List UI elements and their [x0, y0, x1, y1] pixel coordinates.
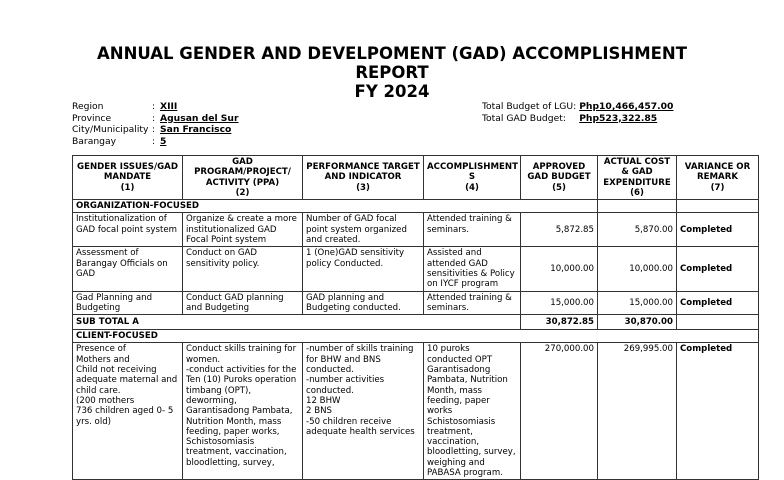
- accomplishment-table: [72, 155, 759, 480]
- city-value: San Francisco: [160, 124, 232, 135]
- lgu-budget-label: Total Budget of LGU:: [482, 101, 577, 112]
- cell-issue: Gad Planning and Budgeting: [73, 291, 183, 315]
- cell-actual: 10,000.00: [598, 247, 677, 291]
- cell-accomplishment: Attended training & seminars.: [424, 291, 521, 315]
- header-row: [73, 156, 759, 200]
- cell-accomplishment: Assisted and attended GAD sensitivities & Policy on IYCF program: [424, 247, 521, 291]
- cell-remark: Completed: [677, 343, 759, 480]
- header-approved-budget: APPROVED GAD BUDGET (5): [521, 156, 598, 200]
- barangay-value: 5: [160, 135, 167, 147]
- cell-ppa: Conduct on GAD sensitivity policy.: [183, 247, 303, 291]
- cell-accomplishment: Attended training & seminars.: [424, 213, 521, 247]
- cell-ppa: Conduct GAD planning and Budgeting: [183, 291, 303, 315]
- section-client-focused: CLIENT-FOCUSED: [73, 330, 759, 343]
- table-row: [73, 291, 759, 315]
- cell-actual: 15,000.00: [598, 291, 677, 315]
- location-info: Region : XIII Province : Agusan del Sur City/Municipality : San Francisco Barangay : 5: [72, 101, 239, 147]
- cell-budget: 15,000.00: [521, 291, 598, 315]
- table-row: [73, 247, 759, 291]
- section-organization-focused: ORGANIZATION-FOCUSED: [73, 200, 598, 213]
- section-row: [73, 330, 759, 343]
- cell-actual: 269,995.00: [598, 343, 677, 480]
- cell-accomplishment: 10 puroks conducted OPT Garantisadong Pambata, Nutrition Month, mass feeding, paper works Schistosomiasis treatment, vaccination, bloodletting, survey, weighing and PABASA program.: [424, 343, 521, 480]
- cell-remark: Completed: [677, 291, 759, 315]
- cell-issue: Assessment of Barangay Officials on GAD: [73, 247, 183, 291]
- header-performance-target: PERFORMANCE TARGET AND INDICATOR (3): [303, 156, 424, 200]
- table-row: [73, 343, 759, 480]
- title-line-2: REPORT: [355, 63, 429, 82]
- header-actual-cost: ACTUAL COST & GAD EXPENDITURE (6): [598, 156, 677, 200]
- cell-target: Number of GAD focal point system organized and created.: [303, 213, 424, 247]
- cell-remark: Completed: [677, 247, 759, 291]
- header-gender-issues: GENDER ISSUES/GAD MANDATE (1): [73, 156, 183, 200]
- cell-target: -number of skills training for BHW and BNS conducted. -number activities conducted. 12 BHW 2 BNS -50 children receive adequate health services: [303, 343, 424, 480]
- title-line-3: FY 2024: [354, 82, 430, 101]
- header-accomplishments: ACCOMPLISHMENT S (4): [424, 156, 521, 200]
- region-label: Region: [72, 101, 104, 112]
- header-variance: VARIANCE OR REMARK (7): [677, 156, 759, 200]
- province-label: Province: [72, 112, 112, 124]
- subtotal-label: SUB TOTAL A: [73, 315, 521, 330]
- cell-actual: 5,870.00: [598, 213, 677, 247]
- cell-target: 1 (One)GAD sensitivity policy Conducted.: [303, 247, 424, 291]
- cell-budget: 270,000.00: [521, 343, 598, 480]
- gad-budget-label: Total GAD Budget:: [482, 112, 566, 124]
- budget-info: [482, 101, 673, 124]
- cell-target: GAD planning and Budgeting conducted.: [303, 291, 424, 315]
- cell-budget: 10,000.00: [521, 247, 598, 291]
- city-label: City/Municipality: [72, 124, 149, 135]
- subtotal-row: [73, 315, 759, 330]
- subtotal-budget: 30,872.85: [521, 315, 598, 330]
- barangay-label: Barangay: [72, 135, 117, 147]
- cell-ppa: Organize & create a more institutionalized GAD Focal Point system: [183, 213, 303, 247]
- title-line-1: ANNUAL GENDER AND DEVELPOMENT (GAD) ACCOMPLISHMENT: [97, 44, 687, 63]
- region-value: XIII: [160, 101, 178, 112]
- cell-issue: Institutionalization of GAD focal point system: [73, 213, 183, 247]
- table-row: [73, 213, 759, 247]
- cell-issue: Presence of Mothers and Child not receiving adequate maternal and child care. (200 mothers 736 children aged 0- 5 yrs. old): [73, 343, 183, 480]
- cell-remark: Completed: [677, 213, 759, 247]
- header-ppa: GAD PROGRAM/PROJECT/ ACTIVITY (PPA) (2): [183, 156, 303, 200]
- lgu-budget-value: Php10,466,457.00: [579, 101, 674, 112]
- section-row: [73, 200, 759, 213]
- gad-budget-value: Php523,322.85: [579, 112, 658, 124]
- cell-ppa: Conduct skills training for women. -conduct activities for the Ten (10) Puroks operation timbang (OPT), deworming, Garantisadong Pambata, Nutrition Month, mass feeding, paper works, Schistosomiasis treatment, vaccination, bloodletting, survey,: [183, 343, 303, 480]
- subtotal-actual: 30,870.00: [598, 315, 677, 330]
- report-title: [0, 44, 784, 101]
- province-value: Agusan del Sur: [160, 112, 239, 124]
- cell-budget: 5,872.85: [521, 213, 598, 247]
